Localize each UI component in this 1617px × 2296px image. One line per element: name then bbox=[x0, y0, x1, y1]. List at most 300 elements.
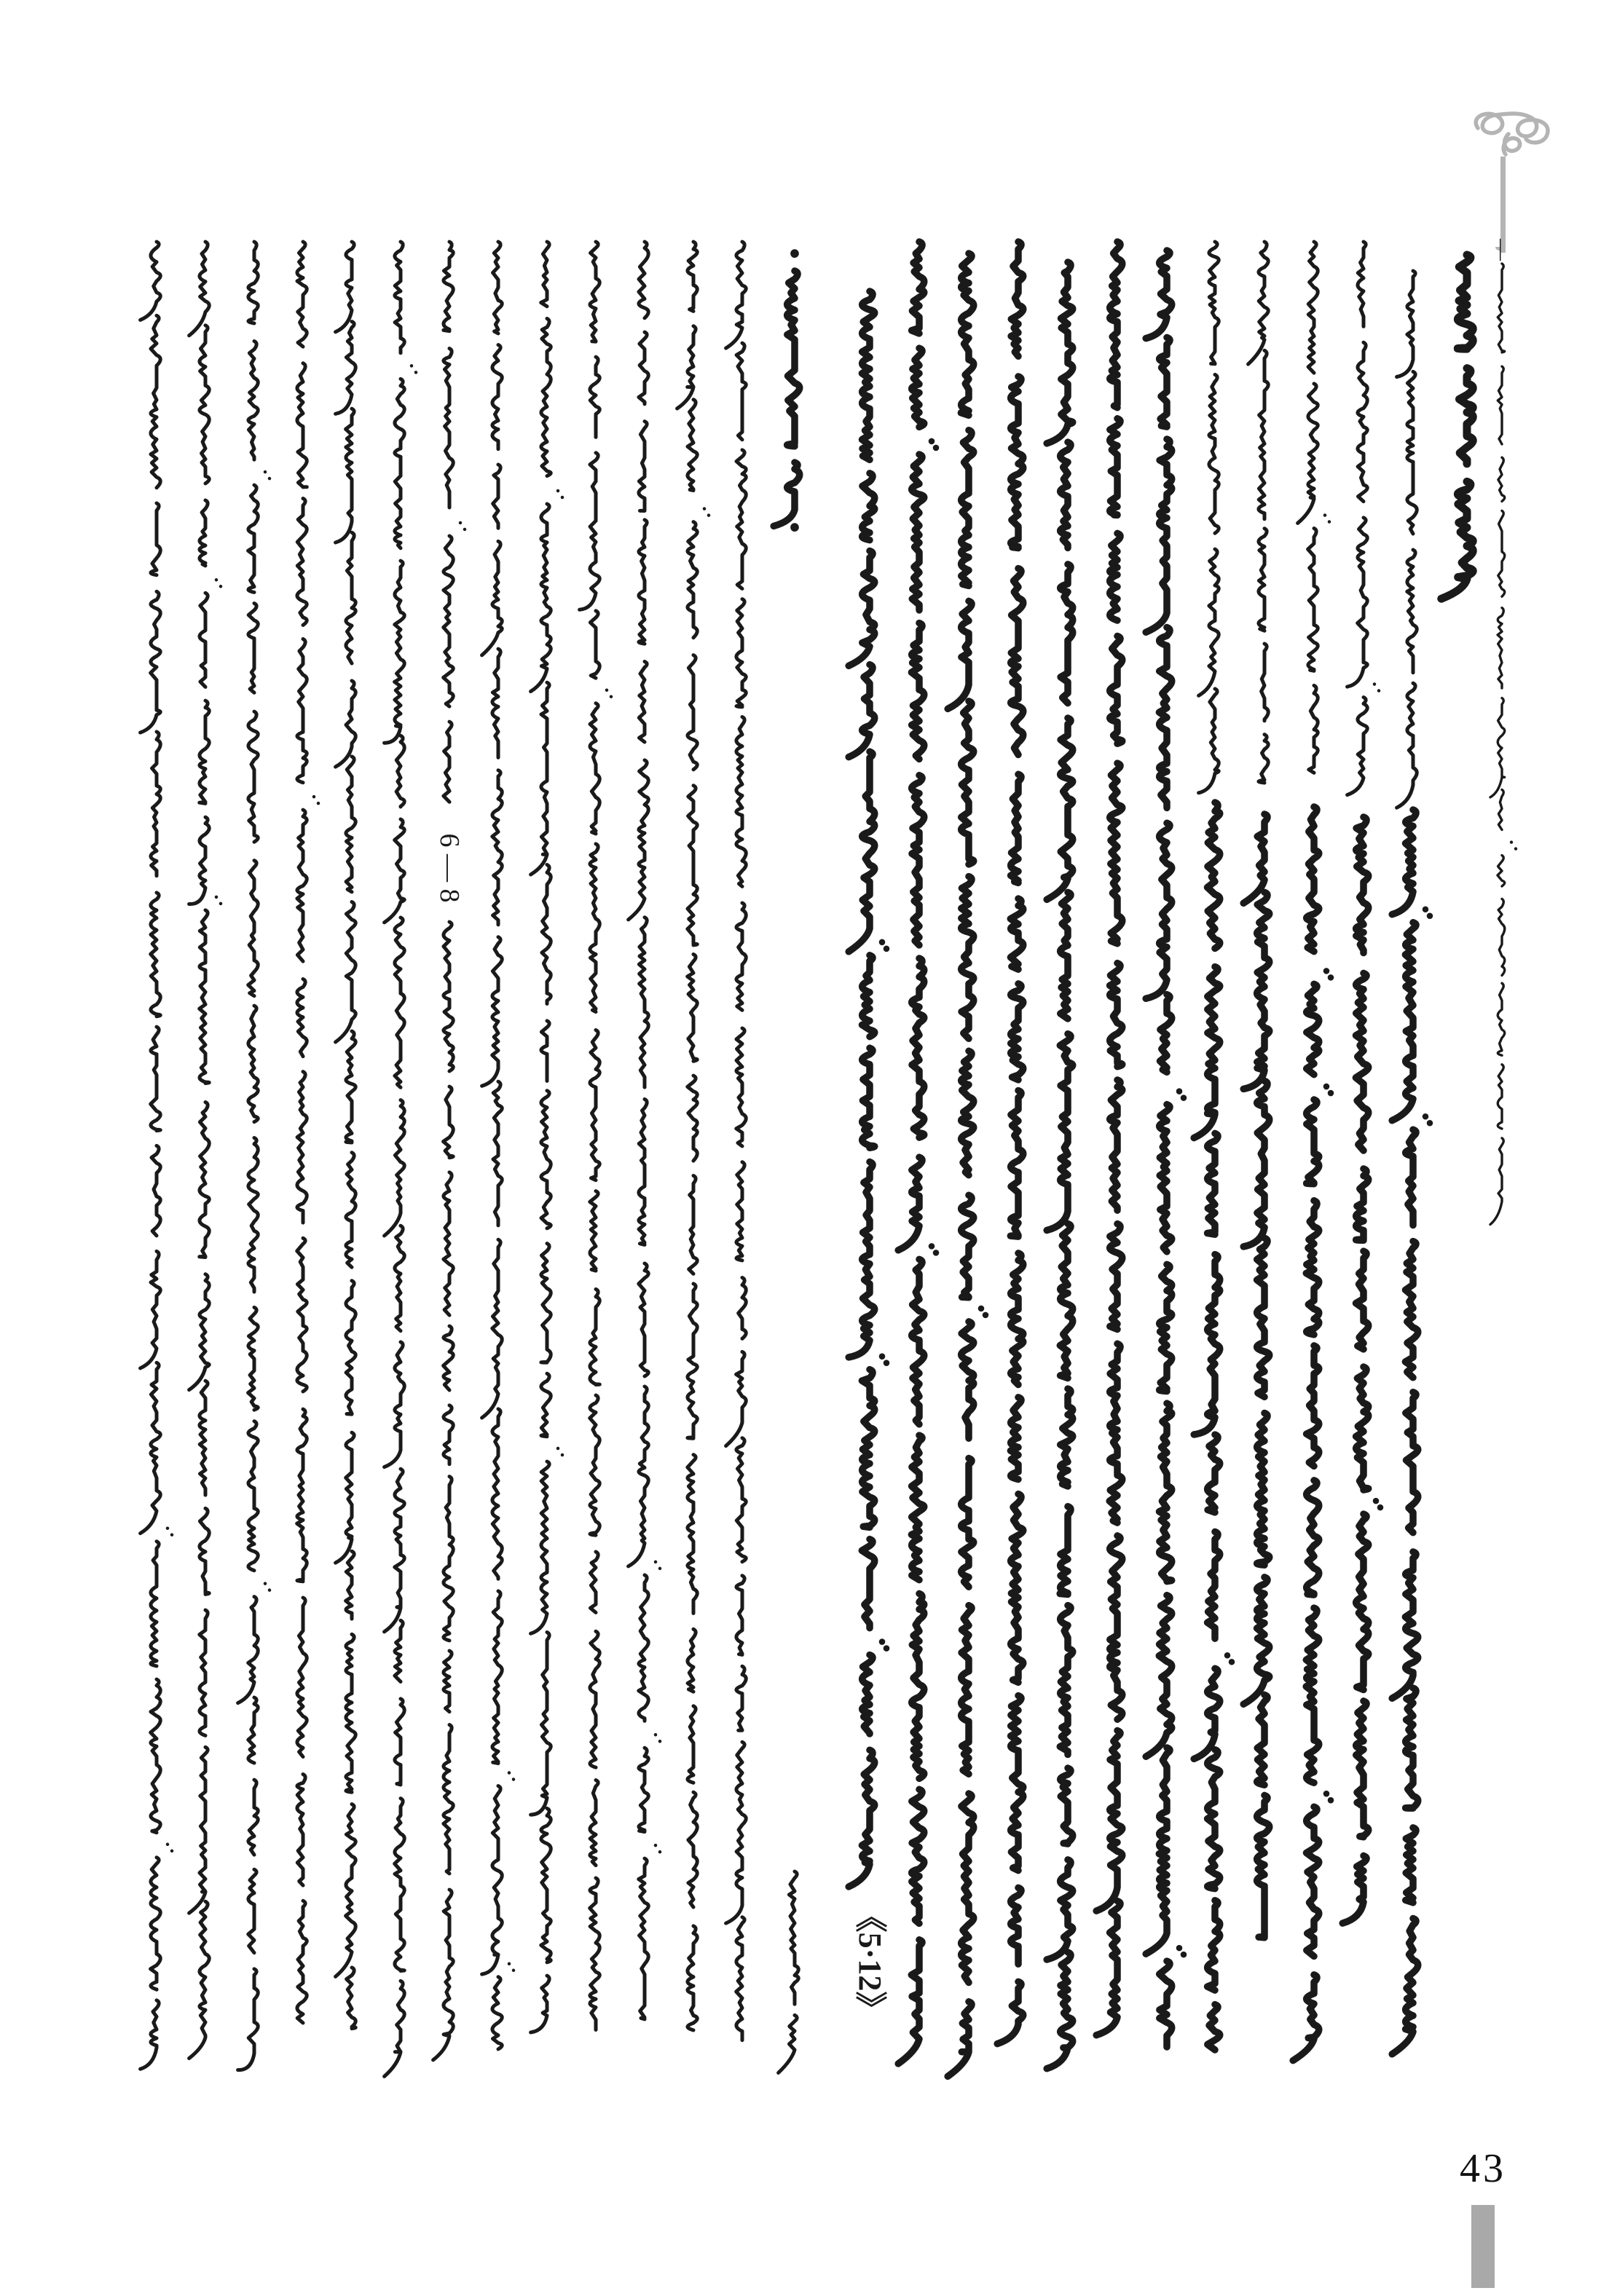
script-column bbox=[779, 1871, 799, 2073]
script-word bbox=[779, 2015, 798, 2072]
script-word bbox=[736, 599, 746, 707]
script-word bbox=[736, 1576, 744, 1655]
inline-number-range: 6 — 8 bbox=[434, 833, 465, 903]
punctuation-dots bbox=[219, 585, 223, 588]
punctuation-dots bbox=[317, 802, 320, 805]
script-word bbox=[346, 757, 355, 892]
punctuation-dots bbox=[654, 1561, 658, 1564]
script-word bbox=[1392, 810, 1416, 915]
script-word bbox=[248, 342, 258, 460]
punctuation-dots bbox=[1328, 1090, 1334, 1097]
punctuation-dots bbox=[703, 507, 707, 510]
punctuation-dots bbox=[215, 578, 219, 582]
script-word bbox=[248, 603, 258, 693]
script-word bbox=[1498, 366, 1503, 444]
script-word bbox=[912, 1593, 924, 1778]
script-word bbox=[336, 322, 356, 414]
script-word bbox=[590, 611, 599, 678]
script-word bbox=[736, 343, 746, 440]
script-word bbox=[1293, 1975, 1319, 2061]
script-word bbox=[141, 1251, 161, 1368]
script-word bbox=[1208, 1435, 1220, 1512]
script-word bbox=[1356, 817, 1369, 953]
script-word bbox=[1348, 518, 1368, 687]
script-word bbox=[531, 1632, 551, 1815]
script-word bbox=[639, 242, 648, 318]
script-column bbox=[1243, 814, 1270, 1938]
script-word bbox=[336, 1804, 356, 1977]
script-word bbox=[629, 760, 649, 920]
script-word bbox=[1498, 899, 1505, 975]
script-word bbox=[688, 1926, 697, 2030]
script-word bbox=[1061, 892, 1071, 1019]
script-word bbox=[912, 1789, 924, 1923]
punctuation-dots bbox=[264, 470, 267, 474]
script-word bbox=[736, 903, 746, 1010]
script-word bbox=[395, 1226, 404, 1330]
script-word bbox=[997, 1981, 1023, 2043]
script-word bbox=[444, 1405, 453, 1464]
script-column bbox=[1293, 807, 1334, 2061]
script-word bbox=[346, 1551, 355, 1619]
script-word bbox=[200, 701, 209, 803]
script-word bbox=[688, 1706, 696, 1783]
script-word bbox=[1110, 1224, 1122, 1330]
script-word bbox=[1110, 533, 1120, 620]
script-word bbox=[1392, 1552, 1418, 1698]
punctuation-dots bbox=[1323, 1084, 1330, 1090]
script-word bbox=[1061, 442, 1071, 548]
script-word bbox=[912, 958, 924, 1137]
script-word bbox=[1356, 1169, 1369, 1240]
script-word bbox=[1110, 636, 1122, 743]
script-word bbox=[1356, 973, 1368, 1151]
script-word bbox=[590, 1030, 599, 1180]
script-word bbox=[688, 786, 697, 945]
script-word bbox=[1061, 564, 1073, 703]
script-word bbox=[151, 315, 160, 487]
punctuation-dots bbox=[463, 528, 467, 532]
script-column bbox=[297, 242, 320, 2023]
script-word bbox=[1160, 1105, 1172, 1252]
script-word bbox=[1208, 1531, 1220, 1638]
script-column bbox=[1194, 802, 1235, 2050]
script-word bbox=[1356, 1514, 1369, 1689]
script-word bbox=[1257, 1695, 1267, 1785]
script-column bbox=[238, 242, 272, 2070]
punctuation-dots bbox=[884, 946, 890, 952]
script-word bbox=[1243, 1081, 1270, 1247]
punctuation-dots bbox=[561, 496, 564, 500]
punctuation-dots bbox=[556, 489, 560, 493]
script-word bbox=[688, 1076, 697, 1161]
script-word bbox=[1160, 1961, 1172, 2047]
script-word bbox=[1307, 1807, 1319, 1956]
script-word bbox=[739, 1277, 747, 1338]
punctuation-dots bbox=[879, 939, 886, 946]
script-word bbox=[1208, 2005, 1220, 2050]
punctuation-dots bbox=[654, 1844, 658, 1847]
script-word bbox=[1243, 1577, 1270, 1704]
script-word bbox=[1358, 242, 1366, 326]
punctuation-dots bbox=[556, 1447, 560, 1451]
script-word bbox=[395, 1620, 403, 1681]
script-word bbox=[639, 422, 647, 511]
script-word bbox=[297, 1238, 307, 1392]
script-word bbox=[1457, 255, 1473, 349]
script-column bbox=[948, 253, 988, 2076]
script-word bbox=[1110, 419, 1120, 516]
script-word bbox=[151, 1679, 161, 1833]
punctuation-dots bbox=[459, 521, 463, 525]
punctuation-dots bbox=[410, 364, 414, 368]
script-word bbox=[688, 655, 697, 770]
script-word bbox=[1262, 644, 1269, 721]
script-word bbox=[1194, 1668, 1220, 1759]
script-word bbox=[1047, 262, 1073, 443]
script-word bbox=[1406, 1392, 1418, 1533]
script-word bbox=[1194, 967, 1220, 1138]
script-word bbox=[1096, 1731, 1122, 1912]
script-word bbox=[385, 1469, 405, 1632]
script-word bbox=[688, 954, 698, 1061]
script-word bbox=[1356, 1251, 1369, 1349]
script-word bbox=[688, 400, 697, 491]
script-word bbox=[1146, 823, 1172, 998]
subtitle-dash: — bbox=[1490, 239, 1514, 261]
script-word bbox=[444, 1651, 452, 1712]
script-word bbox=[849, 1162, 875, 1357]
script-column bbox=[1199, 242, 1219, 793]
script-word bbox=[639, 661, 647, 742]
script-word bbox=[961, 1051, 974, 1175]
script-word bbox=[726, 1352, 747, 1445]
script-word bbox=[1407, 371, 1417, 534]
script-word bbox=[492, 1591, 502, 1764]
script-word bbox=[590, 703, 599, 834]
script-word bbox=[492, 1977, 502, 2049]
script-column bbox=[336, 242, 356, 2029]
script-word bbox=[736, 1666, 746, 1730]
script-word bbox=[1208, 1901, 1220, 1990]
script-word bbox=[444, 1326, 454, 1390]
script-word bbox=[590, 1631, 599, 1767]
script-column bbox=[1047, 262, 1073, 2069]
script-word bbox=[1307, 1480, 1319, 1595]
script-word bbox=[297, 242, 307, 347]
script-column bbox=[531, 242, 564, 2032]
script-word bbox=[590, 1289, 599, 1384]
script-column bbox=[1146, 250, 1187, 2047]
script-word bbox=[736, 1917, 744, 2040]
script-word bbox=[1208, 1133, 1218, 1234]
script-word bbox=[1011, 376, 1023, 548]
punctuation-dots bbox=[219, 902, 223, 906]
script-word bbox=[736, 1028, 746, 1146]
script-word bbox=[898, 1157, 922, 1250]
script-word bbox=[200, 1508, 209, 1594]
script-word bbox=[189, 1274, 210, 1390]
script-word bbox=[444, 1477, 453, 1641]
punctuation-dots bbox=[933, 1250, 940, 1256]
script-word bbox=[541, 242, 549, 307]
script-word bbox=[248, 1780, 258, 1855]
script-word bbox=[542, 864, 551, 1003]
script-word bbox=[346, 532, 355, 663]
script-word bbox=[1010, 899, 1023, 969]
script-word bbox=[1498, 789, 1503, 829]
script-word bbox=[629, 1386, 649, 1566]
script-word bbox=[531, 504, 551, 691]
script-word bbox=[590, 1395, 600, 1535]
script-word bbox=[1348, 698, 1368, 795]
punctuation-dots bbox=[1328, 974, 1334, 981]
punctuation-dots bbox=[1323, 968, 1330, 974]
script-word bbox=[444, 722, 452, 802]
script-word bbox=[1061, 1768, 1073, 1844]
subheading-top-dot: · bbox=[785, 224, 804, 283]
script-word bbox=[200, 1381, 208, 1495]
script-word bbox=[912, 776, 924, 945]
script-word bbox=[862, 1370, 874, 1528]
script-word bbox=[1498, 608, 1503, 688]
script-word bbox=[189, 817, 210, 904]
punctuation-dots bbox=[605, 688, 609, 692]
script-word bbox=[189, 1747, 208, 1913]
script-word bbox=[1406, 1688, 1418, 1808]
punctuation-dots bbox=[512, 1778, 516, 1781]
script-word bbox=[200, 500, 208, 566]
script-column bbox=[1392, 810, 1433, 2054]
script-word bbox=[493, 242, 503, 334]
script-word bbox=[151, 1858, 161, 1990]
script-word bbox=[1159, 628, 1171, 808]
punctuation-dots bbox=[1176, 1088, 1183, 1094]
script-word bbox=[336, 902, 356, 1042]
script-word bbox=[1199, 689, 1219, 793]
script-column bbox=[580, 242, 613, 2030]
script-word bbox=[200, 1610, 208, 1735]
script-word bbox=[444, 1172, 453, 1315]
script-word bbox=[1397, 271, 1416, 377]
script-word bbox=[688, 522, 697, 638]
script-word bbox=[1160, 337, 1170, 427]
script-column bbox=[482, 242, 516, 2049]
script-word bbox=[492, 345, 502, 449]
punctuation-dots bbox=[1328, 520, 1331, 524]
script-word bbox=[385, 561, 405, 743]
script-word bbox=[1110, 1080, 1122, 1210]
punctuation-dots bbox=[658, 1740, 662, 1743]
script-word bbox=[336, 242, 355, 332]
script-word bbox=[1406, 1828, 1416, 1903]
script-word bbox=[248, 485, 259, 592]
script-word bbox=[1406, 1129, 1416, 1225]
script-word bbox=[395, 242, 404, 353]
punctuation-dots bbox=[264, 1582, 267, 1585]
script-word bbox=[1490, 1138, 1503, 1225]
punctuation-dots bbox=[658, 1567, 662, 1571]
script-word bbox=[1010, 1091, 1023, 1236]
script-word bbox=[961, 877, 974, 1039]
script-word bbox=[297, 1775, 305, 1886]
script-word bbox=[1498, 856, 1505, 886]
script-word bbox=[248, 1869, 256, 1952]
script-word bbox=[736, 1162, 744, 1261]
script-word bbox=[444, 922, 453, 1071]
script-word bbox=[912, 242, 924, 334]
script-word bbox=[1199, 549, 1219, 695]
script-word bbox=[1208, 1750, 1220, 1889]
script-word bbox=[961, 1459, 974, 1587]
script-word bbox=[736, 1438, 746, 1562]
script-word bbox=[689, 1175, 698, 1274]
punctuation-dots bbox=[929, 1243, 935, 1250]
script-word bbox=[297, 1072, 307, 1223]
script-column bbox=[898, 242, 939, 2064]
punctuation-dots bbox=[978, 1306, 985, 1312]
script-word bbox=[1160, 1403, 1172, 1581]
script-word bbox=[346, 1281, 355, 1414]
punctuation-dots bbox=[166, 1526, 170, 1530]
punctuation-dots bbox=[312, 795, 316, 799]
punctuation-dots bbox=[884, 1645, 890, 1652]
punctuation-dots bbox=[1427, 1120, 1433, 1127]
script-word bbox=[590, 1780, 598, 1866]
punctuation-dots bbox=[1328, 1797, 1334, 1804]
punctuation-dots bbox=[983, 1312, 989, 1319]
script-word bbox=[639, 1575, 648, 1721]
script-word bbox=[1306, 1608, 1319, 1783]
script-word bbox=[1209, 374, 1219, 533]
script-word bbox=[151, 1027, 161, 1131]
script-word bbox=[1397, 683, 1417, 808]
script-word bbox=[531, 682, 550, 875]
script-word bbox=[297, 639, 307, 783]
script-word bbox=[1011, 1696, 1023, 1871]
punctuation-dots bbox=[1229, 1659, 1235, 1665]
script-word bbox=[385, 819, 405, 923]
script-column bbox=[1298, 242, 1331, 773]
script-word bbox=[639, 918, 648, 1087]
script-word bbox=[1307, 807, 1319, 952]
script-word bbox=[1392, 923, 1416, 1121]
punctuation-dots bbox=[561, 1453, 564, 1457]
script-word bbox=[961, 1195, 974, 1297]
punctuation-dots bbox=[933, 445, 940, 451]
script-column bbox=[1348, 242, 1381, 795]
script-word bbox=[1146, 1595, 1172, 1757]
script-word bbox=[862, 1048, 875, 1148]
script-word bbox=[151, 893, 161, 1017]
script-word bbox=[1498, 983, 1505, 1055]
script-word bbox=[948, 601, 972, 709]
script-word bbox=[396, 735, 404, 807]
script-word bbox=[1490, 698, 1505, 797]
script-word bbox=[151, 503, 160, 575]
script-word bbox=[1047, 1952, 1073, 2069]
script-column bbox=[726, 242, 747, 2040]
script-word bbox=[849, 665, 875, 757]
script-word bbox=[590, 357, 599, 437]
script-word bbox=[912, 1259, 924, 1424]
punctuation-dots bbox=[1181, 1952, 1187, 1958]
punctuation-dots bbox=[414, 371, 418, 374]
script-word bbox=[444, 536, 454, 706]
script-word bbox=[961, 701, 974, 864]
script-word bbox=[677, 326, 696, 409]
punctuation-dots bbox=[170, 1533, 174, 1536]
script-word bbox=[1257, 1413, 1270, 1566]
punctuation-dots bbox=[1377, 1504, 1384, 1511]
page-number: 43 bbox=[1460, 2146, 1506, 2191]
script-word bbox=[639, 1748, 648, 1831]
script-word bbox=[1194, 1255, 1220, 1435]
script-word bbox=[346, 1031, 355, 1143]
punctuation-dots bbox=[707, 513, 711, 517]
script-word bbox=[248, 1138, 258, 1293]
script-word bbox=[297, 1409, 307, 1582]
script-word bbox=[1307, 984, 1319, 1074]
script-word bbox=[639, 1100, 647, 1245]
script-word bbox=[1011, 569, 1023, 755]
script-word bbox=[492, 649, 500, 757]
script-word bbox=[297, 979, 307, 1056]
punctuation-dots bbox=[658, 1850, 662, 1854]
script-word bbox=[591, 1552, 599, 1612]
script-word bbox=[385, 1981, 405, 2076]
script-word bbox=[189, 242, 210, 336]
script-word bbox=[433, 1890, 454, 2060]
punctuation-dots bbox=[512, 1969, 516, 1973]
script-word bbox=[482, 937, 503, 1086]
script-word bbox=[297, 1901, 307, 2023]
script-word bbox=[444, 1725, 453, 1874]
punctuation-dots bbox=[166, 1843, 170, 1847]
script-word bbox=[1011, 1253, 1023, 1385]
punctuation-dots bbox=[268, 477, 272, 481]
script-column bbox=[1096, 242, 1122, 2035]
script-word bbox=[787, 271, 800, 446]
script-word bbox=[238, 1597, 259, 1703]
script-word bbox=[580, 453, 600, 609]
script-word bbox=[849, 751, 875, 952]
script-word bbox=[151, 732, 160, 876]
script-word bbox=[590, 242, 599, 342]
punctuation-dots bbox=[654, 1733, 658, 1737]
script-word bbox=[911, 623, 924, 760]
punctuation-dots bbox=[1514, 847, 1517, 850]
script-word bbox=[1309, 685, 1318, 773]
script-word bbox=[248, 1697, 258, 1763]
punctuation-dots bbox=[1373, 1498, 1380, 1504]
script-word bbox=[141, 2000, 160, 2069]
script-word bbox=[912, 454, 924, 610]
script-word bbox=[1011, 242, 1023, 356]
punctuation-dots bbox=[610, 695, 613, 698]
script-word bbox=[639, 1263, 648, 1376]
script-word bbox=[541, 1091, 551, 1228]
script-word bbox=[1047, 1034, 1073, 1231]
script-word bbox=[248, 242, 258, 323]
script-word bbox=[862, 1539, 874, 1628]
script-word bbox=[444, 1086, 454, 1158]
script-word bbox=[541, 318, 551, 476]
script-word bbox=[482, 1786, 503, 1974]
punctuation-dots bbox=[268, 1588, 272, 1592]
script-column bbox=[997, 242, 1023, 2044]
script-word bbox=[151, 1542, 159, 1666]
